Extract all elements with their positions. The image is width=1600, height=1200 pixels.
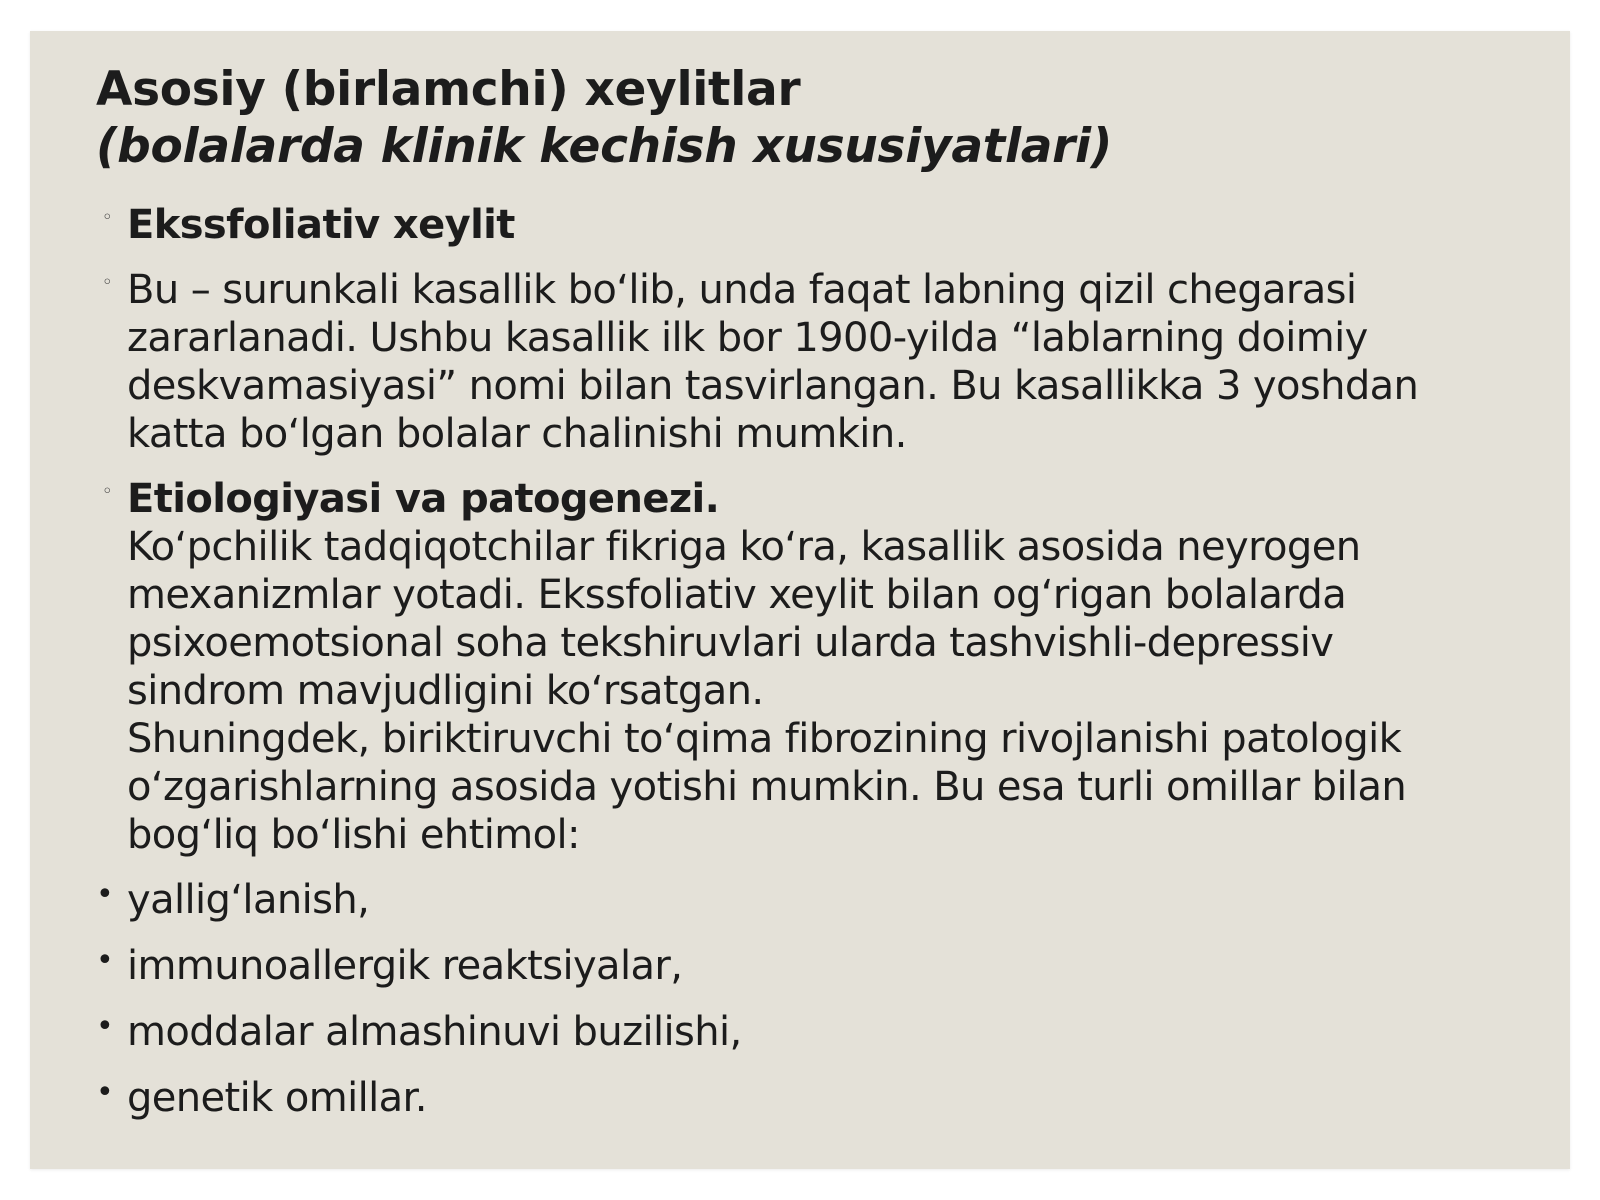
- paragraph-line: Shuningdek, biriktiruvchi toʻqima fibrozining rivojlanishi patologik: [127, 716, 1402, 762]
- paragraph-line: bogʻliq boʻlishi ehtimol:: [127, 812, 580, 858]
- list-item-etiology: [96, 475, 1536, 859]
- bullet-text: genetik omillar.: [127, 1075, 427, 1121]
- list-item-ekssfoliativ-xeylit: [96, 201, 1536, 249]
- paragraph-line: mexanizmlar yotadi. Ekssfoliativ xeylit bilan ogʻrigan bolalarda: [127, 572, 1347, 618]
- slide-title: Asosiy (birlamchi) xeylitlar: [96, 62, 801, 117]
- list-item-bullet: [96, 876, 1536, 924]
- bullet-icon: •: [96, 877, 114, 912]
- bullet-text: yalligʻlanish,: [127, 877, 370, 923]
- paragraph-line: sindrom mavjudligini koʻrsatgan.: [127, 668, 764, 714]
- slide-subtitle: (bolalarda klinik kechish xususiyatlari): [96, 119, 1113, 174]
- content-list: [96, 201, 1536, 1122]
- list-item-bullet: [96, 942, 1536, 990]
- paragraph-line: deskvamasiyasi” nomi bilan tasvirlangan. Bu kasallikka 3 yoshdan: [127, 363, 1419, 409]
- paragraph-line: oʻzgarishlarning asosida yotishi mumkin. Bu esa turli omillar bilan: [127, 764, 1407, 810]
- hollow-bullet-icon: ◦: [102, 272, 113, 293]
- slide: [30, 31, 1570, 1169]
- paragraph-line: psixoemotsional soha tekshiruvlari ularda tashvishli-depressiv: [127, 620, 1334, 666]
- slide-content: [96, 61, 1536, 1140]
- bullet-text: moddalar almashinuvi buzilishi,: [127, 1009, 742, 1055]
- bullet-icon: •: [96, 1009, 114, 1044]
- list-item-description: [96, 266, 1536, 458]
- bullet-icon: •: [96, 1075, 114, 1110]
- list-item-bullet: [96, 1074, 1536, 1122]
- paragraph-line: Bu – surunkali kasallik boʻlib, unda faqat labning qizil chegarasi: [127, 267, 1357, 313]
- bullet-icon: •: [96, 943, 114, 978]
- bullet-text: immunoallergik reaktsiyalar,: [127, 943, 683, 989]
- paragraph-line: katta boʻlgan bolalar chalinishi mumkin.: [127, 411, 907, 457]
- item-heading: Etiologiyasi va patogenezi.: [127, 476, 720, 522]
- list-item-bullet: [96, 1008, 1536, 1056]
- item-heading: Ekssfoliativ xeylit: [127, 202, 515, 248]
- hollow-bullet-icon: ◦: [102, 481, 113, 502]
- paragraph-line: zararlanadi. Ushbu kasallik ilk bor 1900-yilda “lablarning doimiy: [127, 315, 1368, 361]
- paragraph-line: Koʻpchilik tadqiqotchilar fikriga koʻra, kasallik asosida neyrogen: [127, 524, 1361, 570]
- hollow-bullet-icon: ◦: [102, 207, 113, 228]
